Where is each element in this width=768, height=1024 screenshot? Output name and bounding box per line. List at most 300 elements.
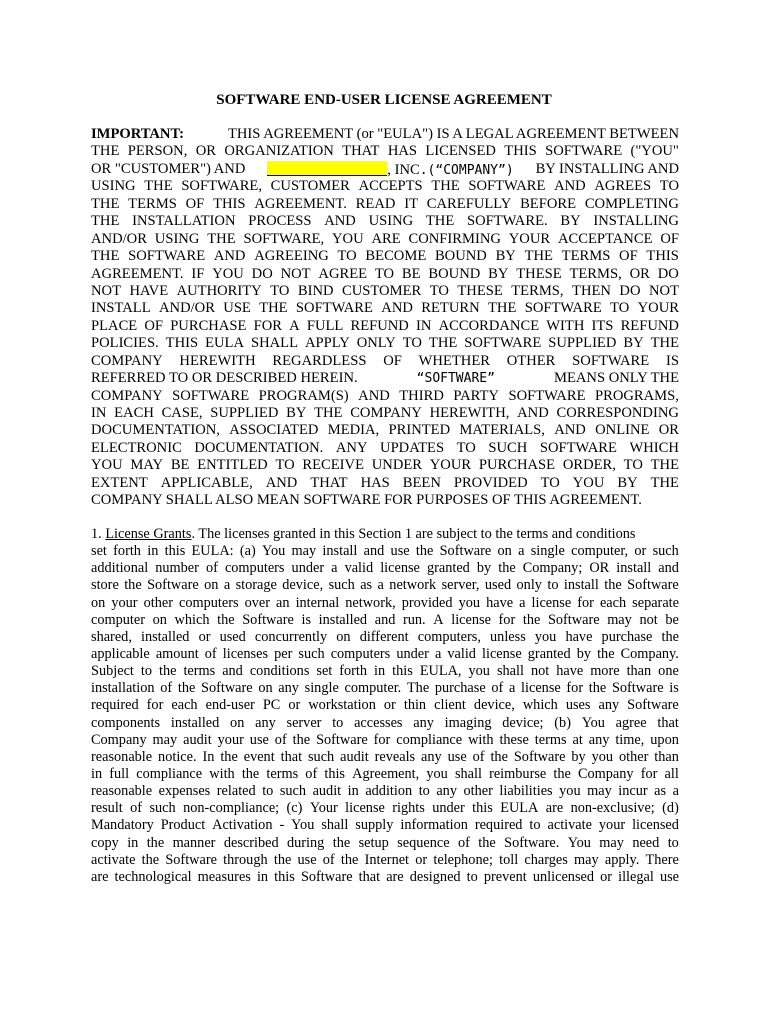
word: OF <box>660 230 679 247</box>
word: PERSON, <box>127 143 188 160</box>
word: prevent <box>483 868 527 885</box>
word: the <box>553 765 571 782</box>
word: any <box>436 783 457 800</box>
important-paragraph <box>91 126 679 510</box>
word: of <box>160 680 173 697</box>
word: licenses <box>222 645 269 662</box>
word: rights <box>392 800 425 817</box>
word: may <box>599 834 624 851</box>
word: device, <box>282 577 324 594</box>
word: amount <box>155 645 199 662</box>
word: apply. <box>604 851 640 868</box>
word: network <box>389 577 437 594</box>
word: computers <box>224 560 285 577</box>
word: any <box>588 731 610 748</box>
word: NOT <box>280 265 311 282</box>
word: audit <box>312 783 342 800</box>
word: server, <box>441 577 480 594</box>
word: in <box>147 543 159 560</box>
word: TERMS, <box>511 282 564 299</box>
word: POLICIES. <box>91 335 159 352</box>
word: IT <box>404 195 418 212</box>
paragraph-line <box>91 800 679 817</box>
word: Subject <box>91 663 134 680</box>
section-number: 1. <box>91 526 102 542</box>
word: installed <box>170 714 220 731</box>
word: are <box>386 868 404 885</box>
word: OR <box>195 143 216 160</box>
word: a <box>377 577 384 594</box>
word: to <box>529 817 541 834</box>
word: more <box>590 663 620 680</box>
word: applicable <box>91 645 150 662</box>
word: or <box>634 543 647 560</box>
paragraph-line <box>91 440 679 457</box>
word: CASE, <box>161 405 203 421</box>
word: SOFTWARE <box>524 300 602 317</box>
word: uses <box>565 697 591 714</box>
word: per <box>274 645 293 662</box>
word: notice. <box>158 748 197 765</box>
word: other <box>618 748 649 765</box>
word: each <box>599 594 627 611</box>
word: OR <box>589 560 610 577</box>
word: AND/OR <box>91 230 147 247</box>
word: AGREES <box>594 178 652 195</box>
word: SOFTWARE, <box>243 230 325 247</box>
word: (c) <box>286 800 303 817</box>
word: Software <box>611 680 664 697</box>
word: end-user <box>205 697 255 714</box>
word: event <box>243 748 275 765</box>
word: SOFTWARE. <box>466 213 548 230</box>
word: SOFTWARE <box>508 387 586 404</box>
word: through <box>223 851 268 868</box>
word: THE <box>207 230 236 247</box>
word: of <box>205 560 218 577</box>
word: Software <box>627 577 679 594</box>
word: AND <box>554 178 586 195</box>
word: THIS <box>213 195 246 212</box>
word: IS <box>665 352 679 369</box>
word: to <box>262 783 274 800</box>
paragraph-line <box>91 405 679 422</box>
word: for <box>640 765 658 782</box>
word: set <box>316 663 333 680</box>
word: FOR <box>253 317 282 334</box>
word: the <box>177 680 196 697</box>
word: compliance <box>136 765 203 782</box>
word: under <box>291 560 325 577</box>
word: SOFTWARE <box>545 143 623 160</box>
word: Software <box>165 851 217 868</box>
word: terms <box>266 765 299 782</box>
word: Software <box>316 731 368 748</box>
word: license <box>531 594 572 611</box>
word: Agreement, <box>352 765 420 782</box>
word: on <box>336 628 351 645</box>
word: telephone; <box>433 851 493 868</box>
word: TO <box>456 439 476 456</box>
word: is <box>301 611 312 628</box>
word: license <box>521 680 561 697</box>
word: of <box>457 834 470 851</box>
word: agree <box>615 714 647 731</box>
word: as <box>360 577 373 594</box>
paragraph-line <box>91 196 679 213</box>
word: WHICH <box>629 439 679 456</box>
word: installation <box>91 680 155 697</box>
word: THE <box>431 178 460 195</box>
word: USING <box>368 213 414 230</box>
word: internal <box>295 594 340 611</box>
word: THIS <box>646 248 679 265</box>
word: other <box>463 783 493 800</box>
word: HAVE <box>129 282 169 299</box>
word: REFUND <box>620 317 679 334</box>
document-title: SOFTWARE END-USER LICENSE AGREEMENT <box>216 92 552 108</box>
word: during <box>287 834 325 851</box>
software-defined-term: “SOFTWARE” <box>416 371 495 387</box>
word: installed <box>318 611 368 628</box>
word: the <box>498 560 516 577</box>
word: the <box>146 834 165 851</box>
word: any <box>413 714 434 731</box>
word: thin <box>403 697 427 714</box>
paragraph-line <box>91 475 679 492</box>
word: copy <box>91 834 119 851</box>
word: ARE <box>371 230 401 247</box>
word: THE <box>91 248 120 265</box>
word: THESE <box>516 265 562 282</box>
word: BIND <box>297 282 334 299</box>
word: SUPPLIED <box>548 335 617 352</box>
line-segment: MEANS ONLY THE <box>553 370 679 387</box>
word: DOCUMENTATION, <box>91 422 220 439</box>
word: valid <box>344 560 374 577</box>
word: each <box>171 697 198 714</box>
word: SOFTWARE <box>539 439 617 456</box>
line-segment: BY INSTALLING AND <box>535 160 679 177</box>
paragraph-line <box>91 457 679 474</box>
word: non-compliance; <box>183 800 280 817</box>
word: COMPANY <box>350 405 422 421</box>
word: set <box>91 543 107 560</box>
word: a <box>331 560 338 577</box>
word: or <box>415 851 428 868</box>
word: APPLICABLE, <box>160 474 253 491</box>
paragraph-line <box>91 526 679 543</box>
word: NOT <box>91 282 121 299</box>
word: than <box>626 663 652 680</box>
word: such <box>328 577 355 594</box>
word: THE <box>91 143 120 160</box>
word: to <box>418 783 430 800</box>
word: such <box>307 748 335 765</box>
paragraph-line <box>91 766 679 783</box>
word: non-exclusive; <box>570 800 655 817</box>
inc-text: , INC <box>387 161 420 178</box>
word: SOFTWARE <box>468 178 546 195</box>
word: INSTALLATION <box>132 213 236 230</box>
word: AGREEMENT. <box>254 195 347 212</box>
word: incur <box>618 783 648 800</box>
section-1-license-grants <box>91 526 679 886</box>
word: described <box>223 834 279 851</box>
word: addition <box>365 783 413 800</box>
word: DOCUMENTATION. <box>194 439 324 456</box>
paragraph-line <box>91 817 679 834</box>
word: TERMS <box>128 195 177 212</box>
word: Your <box>309 800 338 817</box>
word: have <box>556 663 584 680</box>
word: charges <box>524 851 568 868</box>
word: an <box>276 594 290 611</box>
word: the <box>340 851 359 868</box>
word: activate <box>91 851 136 868</box>
word: illegal <box>618 868 654 885</box>
word: number <box>155 560 199 577</box>
word: USING <box>154 230 200 247</box>
word: forth <box>113 543 141 560</box>
word: a <box>672 783 679 800</box>
word: store <box>91 577 119 594</box>
word: unless <box>490 628 526 645</box>
word: OR <box>629 265 650 282</box>
word: AND <box>517 405 549 421</box>
word: device; <box>502 714 544 731</box>
word: Software. <box>504 834 560 851</box>
word: BEFORE <box>520 195 577 212</box>
word: such <box>652 543 679 560</box>
word: licensed <box>632 817 679 834</box>
word: audit <box>183 731 212 748</box>
word: or <box>198 628 211 645</box>
word: You <box>567 834 591 851</box>
word: license <box>345 800 385 817</box>
word: manner <box>172 834 216 851</box>
word: the <box>220 748 238 765</box>
word: RETURN <box>421 300 480 317</box>
word: OF <box>185 195 205 212</box>
word: You <box>262 543 286 560</box>
word: measures <box>197 868 251 885</box>
paragraph-line <box>91 178 679 195</box>
word: BE <box>401 265 421 282</box>
word: CORRESPONDING <box>556 405 679 421</box>
word: imaging <box>444 714 492 731</box>
word: such <box>149 800 176 817</box>
important-label: IMPORTANT: <box>91 126 184 142</box>
word: BEEN <box>402 474 441 491</box>
word: A <box>433 611 444 628</box>
paragraph-line <box>91 749 679 766</box>
word: TO <box>659 178 679 195</box>
word: required <box>91 697 139 714</box>
word: toll <box>499 851 519 868</box>
word: IF <box>191 265 205 282</box>
word: a <box>518 543 525 560</box>
line-segment: THIS AGREEMENT (or "EULA") IS A LEGAL AGREEMENT BETWEEN <box>227 126 679 142</box>
word: on <box>204 577 219 594</box>
word: COMPANY <box>91 387 163 404</box>
word: install <box>322 543 358 560</box>
word: computer, <box>571 543 629 560</box>
company-defined-term: .(“COMPANY”) <box>419 162 514 178</box>
word: Company. <box>620 645 679 662</box>
word: THE <box>428 335 458 352</box>
word: There <box>645 851 679 868</box>
word: IN <box>416 317 432 334</box>
word: any <box>598 697 620 714</box>
word: one <box>658 663 679 680</box>
word: OTHER <box>506 352 556 369</box>
word: these <box>499 731 529 748</box>
word: Company; <box>522 560 583 577</box>
word: this <box>472 800 493 817</box>
word: BY <box>560 213 581 230</box>
word: single <box>530 543 565 560</box>
line-segment: OR "CUSTOMER") AND <box>91 160 246 177</box>
word: terms <box>534 731 567 748</box>
word: a <box>223 577 231 594</box>
word: at <box>572 731 583 748</box>
word: you <box>426 765 448 782</box>
line-segment: REFERRED TO OR DESCRIBED HEREIN. <box>91 370 358 387</box>
word: AND <box>381 300 413 317</box>
word: such <box>298 645 325 662</box>
word: reveals <box>374 748 416 765</box>
word: shared, <box>91 628 132 645</box>
word: the <box>273 851 292 868</box>
word: valid <box>447 645 476 662</box>
word: any <box>255 714 276 731</box>
word: of <box>305 765 318 782</box>
word: technological <box>114 868 192 885</box>
paragraph-line <box>91 663 679 680</box>
word: Company <box>577 765 634 782</box>
word: you <box>458 594 481 611</box>
word: computers <box>179 594 239 611</box>
word: HEREWITH, <box>429 405 510 421</box>
word: USE <box>223 300 251 317</box>
word: AND <box>554 422 586 439</box>
word: TO <box>540 474 560 491</box>
word: with <box>209 765 235 782</box>
word: or <box>288 697 301 714</box>
paragraph-line <box>91 680 679 697</box>
word: setup <box>358 834 389 851</box>
word: THE <box>524 248 553 265</box>
word: SOFTWARE <box>172 387 250 404</box>
word: to <box>547 577 559 594</box>
paragraph-line <box>91 266 679 283</box>
word: upon <box>650 731 679 748</box>
word: AND <box>265 474 298 491</box>
word: a <box>519 594 526 611</box>
word: for <box>566 680 584 697</box>
word: IN <box>91 405 107 421</box>
word: all <box>664 765 679 782</box>
word: (b) <box>554 714 571 731</box>
word: DO <box>657 265 679 282</box>
word: by <box>571 748 586 765</box>
word: HAS <box>360 474 390 491</box>
word: The <box>406 680 430 697</box>
word: computers, <box>417 628 481 645</box>
word: by <box>576 645 592 662</box>
word: purchase <box>601 628 653 645</box>
word: SHALL <box>250 335 298 352</box>
word: THE <box>650 335 679 352</box>
word: that <box>358 868 381 885</box>
word: this <box>324 765 346 782</box>
word: BY <box>286 405 307 421</box>
word: may <box>152 731 178 748</box>
word: AND <box>213 248 246 265</box>
word: the <box>415 543 434 560</box>
word: ASSOCIATED <box>229 422 319 439</box>
word: DO <box>619 282 641 299</box>
word: MATERIALS, <box>459 422 545 439</box>
word: the <box>588 680 607 697</box>
word: the <box>661 628 679 645</box>
word: YOUR <box>508 230 551 247</box>
word: for <box>577 594 594 611</box>
word: concurrently <box>254 628 328 645</box>
word: THE <box>650 474 679 491</box>
word: CAREFULLY <box>426 195 512 212</box>
word: by <box>476 560 492 577</box>
word: BECOME <box>365 248 427 265</box>
paragraph-line <box>91 852 679 869</box>
word: Software <box>201 680 253 697</box>
word: use <box>390 543 410 560</box>
word: not <box>639 611 658 628</box>
paragraph-line <box>91 300 679 317</box>
word: EULA <box>500 800 539 817</box>
word: storage <box>235 577 277 594</box>
word: Company <box>91 731 147 748</box>
word: THE <box>259 300 288 317</box>
word: device, <box>473 697 515 714</box>
word: HEREWITH <box>179 352 256 369</box>
word: YOU <box>212 265 244 282</box>
word: computers <box>330 645 391 662</box>
word: supply <box>355 817 394 834</box>
word: on <box>152 611 167 628</box>
word: this <box>392 663 413 680</box>
word: OR <box>658 422 679 439</box>
word: THE <box>91 213 120 230</box>
word: the <box>241 765 260 782</box>
company-name-blank <box>267 161 387 176</box>
paragraph-line <box>91 629 679 646</box>
paragraph-line <box>91 577 679 594</box>
word: Software <box>147 577 199 594</box>
word: single <box>304 680 339 697</box>
word: TERMS <box>561 248 611 265</box>
word: such <box>279 783 307 800</box>
word: YOU <box>91 457 123 474</box>
word: Software <box>439 543 492 560</box>
word: Product <box>160 817 206 834</box>
word: separate <box>632 594 679 611</box>
word: and <box>374 611 396 628</box>
word: may <box>607 611 632 628</box>
word: YOU <box>572 474 605 491</box>
word: reimburse <box>489 765 547 782</box>
